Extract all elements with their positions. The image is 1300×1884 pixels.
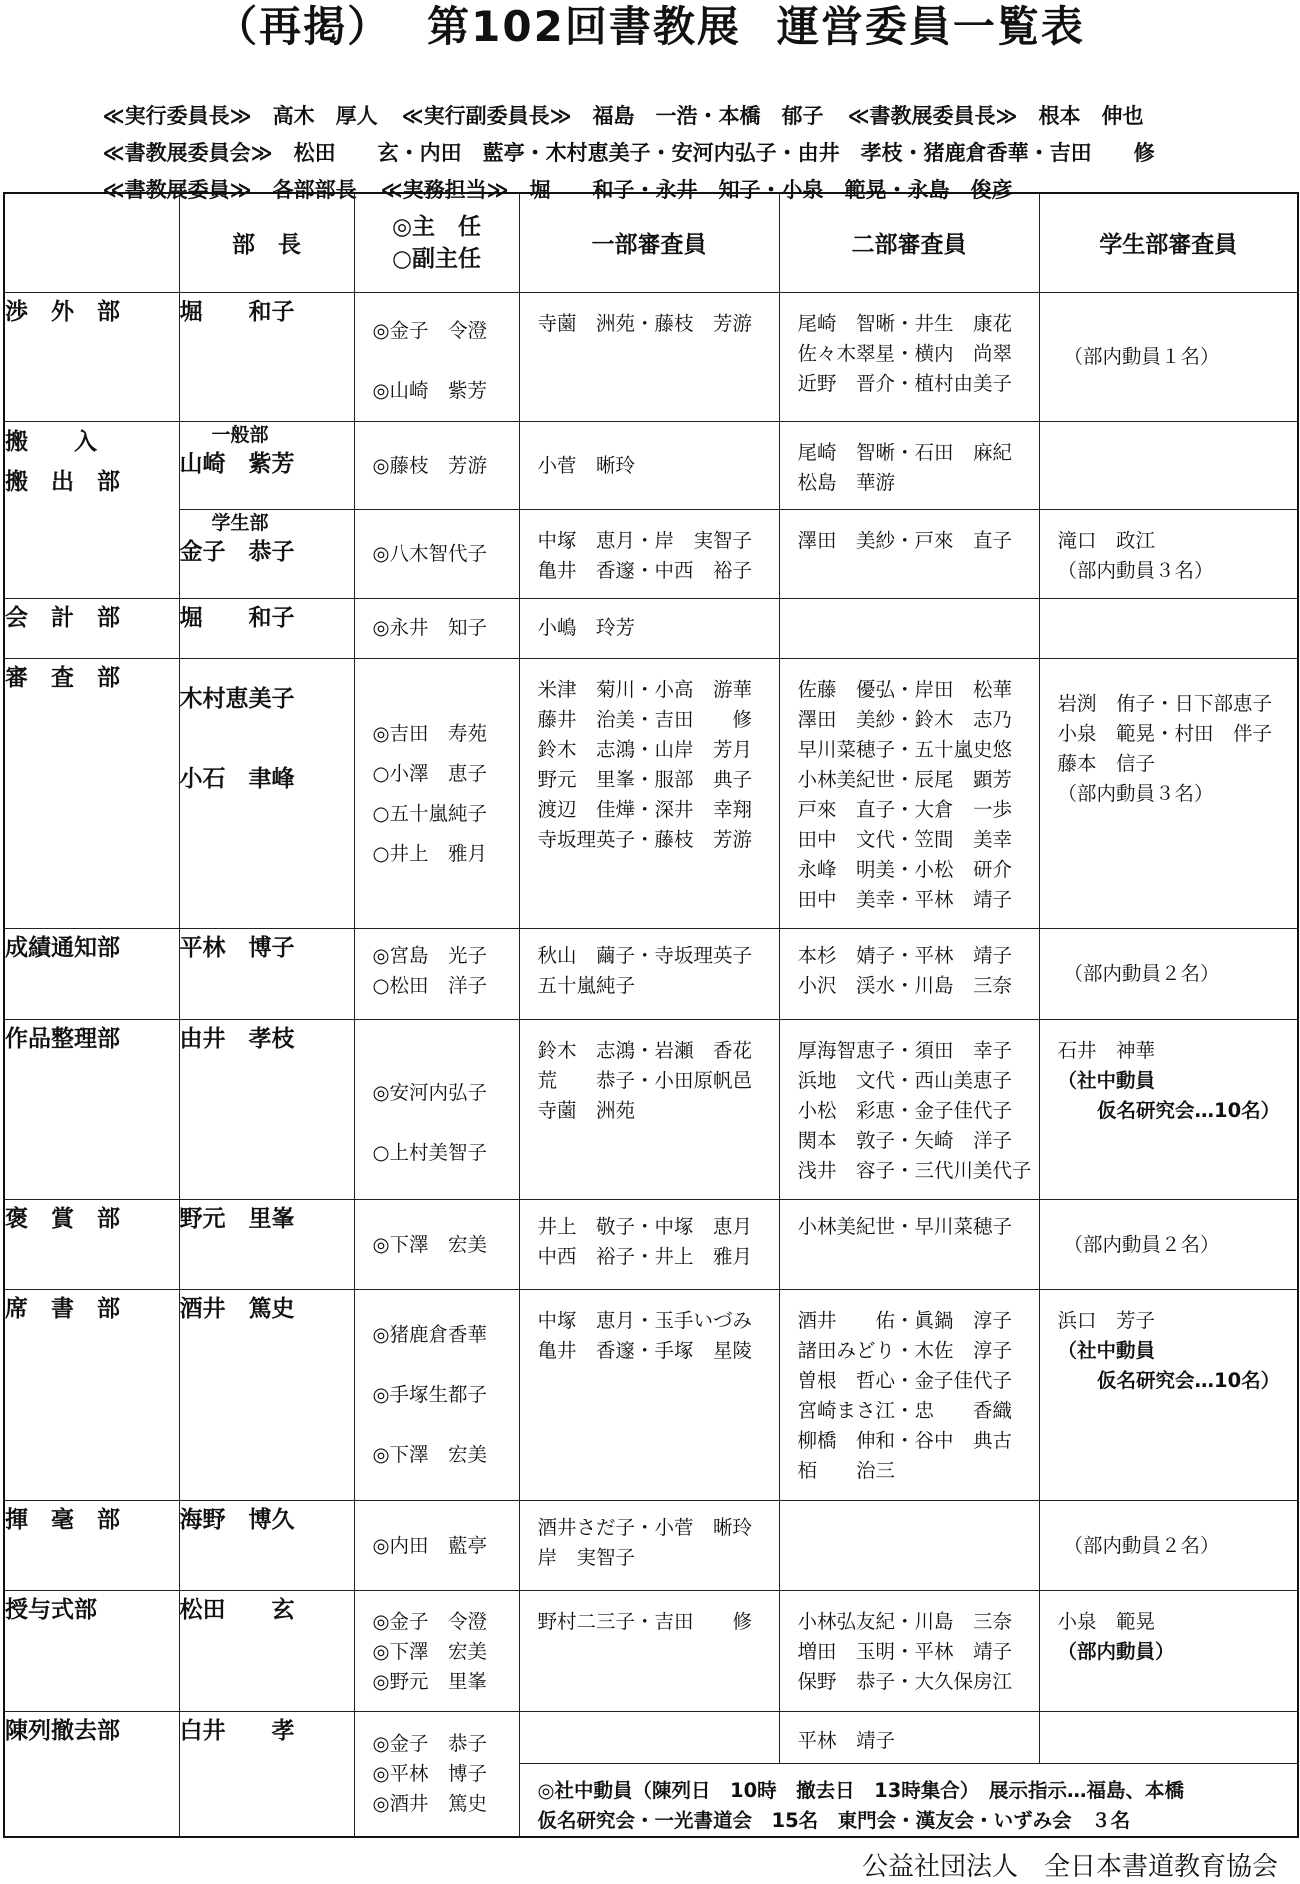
dept-name: 陳列撤去部 bbox=[4, 1711, 179, 1837]
dept-head: 学生部 金子 恭子 bbox=[179, 510, 354, 598]
gakusei-cell bbox=[1039, 598, 1298, 658]
table-row bbox=[4, 422, 1298, 510]
table-row bbox=[4, 1200, 1298, 1290]
ichibu-cell: 小嶋 玲芳 bbox=[519, 598, 779, 658]
col-ichibu: 一部審査員 bbox=[519, 193, 779, 292]
chief-cell: ◎下澤 宏美 bbox=[354, 1200, 519, 1290]
dept-head: 白井 孝 bbox=[179, 1711, 354, 1837]
title-reprint: （再掲） bbox=[215, 2, 392, 51]
dept-head: 一般部 山崎 紫芳 bbox=[179, 422, 354, 510]
title-heading: 運営委員一覧表 bbox=[776, 2, 1085, 51]
nibu-cell bbox=[779, 1500, 1039, 1590]
col-dept bbox=[4, 193, 179, 292]
mobilization-note: ◎社中動員（陳列日 10時 撤去日 13時集合） 展示指示…福島、本橋 仮名研究会・一光書道会 15名 東門会・漢友会・いずみ会 ３名 bbox=[519, 1763, 1298, 1837]
ichibu-cell: 中塚 恵月・岸 実智子 亀井 香邃・中西 裕子 bbox=[519, 510, 779, 598]
dept-name: 渉 外 部 bbox=[4, 292, 179, 421]
ichibu-cell: 野村二三子・吉田 修 bbox=[519, 1591, 779, 1711]
header-committee-members: ≪書教展委員≫ 各部部長 bbox=[102, 178, 357, 202]
dept-head: 松田 玄 bbox=[179, 1591, 354, 1711]
col-nibu: 二部審査員 bbox=[779, 193, 1039, 292]
dept-head: 海野 博久 bbox=[179, 1500, 354, 1590]
table-row bbox=[4, 1290, 1298, 1501]
table-row bbox=[4, 658, 1298, 929]
nibu-cell: 平林 靖子 bbox=[779, 1711, 1039, 1763]
col-chief: ◎主 任 ○副主任 bbox=[354, 193, 519, 292]
dept-head: 野元 里峯 bbox=[179, 1200, 354, 1290]
header-committee: ≪書教展委員会≫ 松田 玄・内田 藍亭・木村恵美子・安河内弘子・由井 孝枝・猪鹿倉香華・吉田 修 bbox=[102, 141, 1155, 165]
chief-cell: ◎猪鹿倉香華 ◎手塚生都子 ◎下澤 宏美 bbox=[354, 1290, 519, 1501]
gakusei-cell: 滝口 政江 （部内動員３名） bbox=[1039, 510, 1298, 598]
chief-cell: ◎吉田 寿苑 ○小澤 恵子 ○五十嵐純子 ○井上 雅月 bbox=[354, 658, 519, 929]
chief-cell: ◎藤枝 芳游 bbox=[354, 422, 519, 510]
dept-name: 審 査 部 bbox=[4, 658, 179, 929]
chief-cell: ◎金子 令澄 ◎下澤 宏美 ◎野元 里峯 bbox=[354, 1591, 519, 1711]
header-line-1 bbox=[88, 68, 1280, 128]
gakusei-cell: 石井 神華 （社中動員 仮名研究会…10名） bbox=[1039, 1019, 1298, 1199]
chief-cell: ◎八木智代子 bbox=[354, 510, 519, 598]
dept-name: 席 書 部 bbox=[4, 1290, 179, 1501]
title-exhibition: 第102回書教展 bbox=[427, 2, 741, 51]
nibu-cell: 厚海智恵子・須田 幸子 浜地 文代・西山美恵子 小松 彩恵・金子佳代子 関本 敦子・矢崎 洋子 浅井 容子・三代川美代子 bbox=[779, 1019, 1039, 1199]
dept-name: 搬 入 搬 出 部 bbox=[4, 422, 179, 598]
ichibu-cell bbox=[519, 1711, 779, 1763]
dept-name: 成績通知部 bbox=[4, 929, 179, 1019]
header-vice-chair: ≪実行副委員長≫ 福島 一浩・本橋 郁子 bbox=[401, 104, 824, 128]
table-row bbox=[4, 292, 1298, 421]
chief-cell: ◎内田 藍亭 bbox=[354, 1500, 519, 1590]
ichibu-cell: 中塚 恵月・玉手いづみ 亀井 香邃・手塚 星陵 bbox=[519, 1290, 779, 1501]
chief-cell: ◎金子 恭子 ◎平林 博子 ◎酒井 篤史 bbox=[354, 1711, 519, 1837]
col-gakusei: 学生部審査員 bbox=[1039, 193, 1298, 292]
col-head: 部 長 bbox=[179, 193, 354, 292]
header-executive-chair: ≪実行委員長≫ 高木 厚人 bbox=[102, 104, 378, 128]
page-title bbox=[0, 0, 1300, 60]
dept-name: 作品整理部 bbox=[4, 1019, 179, 1199]
table-row bbox=[4, 1019, 1298, 1199]
chief-cell: ◎安河内弘子 ○上村美智子 bbox=[354, 1019, 519, 1199]
ichibu-cell: 井上 敬子・中塚 恵月 中西 裕子・井上 雅月 bbox=[519, 1200, 779, 1290]
ichibu-cell: 鈴木 志鴻・岩瀬 香花 荒 恭子・小田原帆邑 寺薗 洲苑 bbox=[519, 1019, 779, 1199]
table-row bbox=[4, 510, 1298, 598]
gakusei-cell: 小泉 範晃 （部内動員） bbox=[1039, 1591, 1298, 1711]
dept-head: 平林 博子 bbox=[179, 929, 354, 1019]
dept-head: 由井 孝枝 bbox=[179, 1019, 354, 1199]
ichibu-cell: 秋山 繭子・寺坂理英子 五十嵐純子 bbox=[519, 929, 779, 1019]
nibu-cell bbox=[779, 598, 1039, 658]
table-header-row bbox=[4, 193, 1298, 292]
dept-name: 揮 毫 部 bbox=[4, 1500, 179, 1590]
ichibu-cell: 小菅 晰玲 bbox=[519, 422, 779, 510]
table-row bbox=[4, 929, 1298, 1019]
header-exhibition-chair: ≪書教展委員長≫ 根本 伸也 bbox=[847, 104, 1144, 128]
dept-name: 褒 賞 部 bbox=[4, 1200, 179, 1290]
footer-organization: 公益社団法人 全日本書道教育協会 bbox=[861, 1852, 1278, 1882]
ichibu-cell: 米津 菊川・小高 游華 藤井 治美・吉田 修 鈴木 志鴻・山岸 芳月 野元 里峯・服部 典子 渡辺 佳燁・深井 幸翔 寺坂理英子・藤枝 芳游 bbox=[519, 658, 779, 929]
dept-head: 堀 和子 bbox=[179, 292, 354, 421]
gakusei-cell bbox=[1039, 422, 1298, 510]
dept-head: 堀 和子 bbox=[179, 598, 354, 658]
dept-head: 酒井 篤史 bbox=[179, 1290, 354, 1501]
gakusei-cell: 浜口 芳子 （社中動員 仮名研究会…10名） bbox=[1039, 1290, 1298, 1501]
gakusei-cell bbox=[1039, 1711, 1298, 1763]
ichibu-cell: 酒井さだ子・小菅 晰玲 岸 実智子 bbox=[519, 1500, 779, 1590]
committee-table bbox=[3, 192, 1299, 1838]
nibu-cell: 本杉 婧子・平林 靖子 小沢 渓水・川島 三奈 bbox=[779, 929, 1039, 1019]
header-line-3 bbox=[88, 142, 1280, 202]
dept-name: 授与式部 bbox=[4, 1591, 179, 1711]
chief-cell: ◎永井 知子 bbox=[354, 598, 519, 658]
gakusei-cell: （部内動員２名） bbox=[1039, 929, 1298, 1019]
nibu-cell: 澤田 美紗・戸來 直子 bbox=[779, 510, 1039, 598]
chief-cell: ◎宮島 光子 ○松田 洋子 bbox=[354, 929, 519, 1019]
table-row bbox=[4, 1591, 1298, 1711]
nibu-cell: 佐藤 優弘・岸田 松華 澤田 美紗・鈴木 志乃 早川菜穂子・五十嵐史悠 小林美紀世・辰尾 顕芳 戸來 直子・大倉 一歩 田中 文代・笠間 美幸 永峰 明美・小松 研介 田中 美幸・平林 靖子 bbox=[779, 658, 1039, 929]
dept-head: 木村恵美子 小石 聿峰 bbox=[179, 658, 354, 929]
nibu-cell: 尾崎 智晰・井生 康花 佐々木翠星・横内 尚翠 近野 晋介・植村由美子 bbox=[779, 292, 1039, 421]
chief-cell: ◎金子 令澄 ◎山崎 紫芳 bbox=[354, 292, 519, 421]
table-row bbox=[4, 1500, 1298, 1590]
nibu-cell: 尾崎 智晰・石田 麻紀 松島 華游 bbox=[779, 422, 1039, 510]
nibu-cell: 小林弘友紀・川島 三奈 増田 玉明・平林 靖子 保野 恭子・大久保房江 bbox=[779, 1591, 1039, 1711]
ichibu-cell: 寺薗 洲苑・藤枝 芳游 bbox=[519, 292, 779, 421]
gakusei-cell: 岩渕 侑子・日下部恵子 小泉 範晃・村田 伴子 藤本 信子 （部内動員３名） bbox=[1039, 658, 1298, 929]
header-line-2 bbox=[88, 105, 1280, 165]
gakusei-cell: （部内動員２名） bbox=[1039, 1500, 1298, 1590]
nibu-cell: 酒井 佑・眞鍋 淳子 諸田みどり・木佐 淳子 曽根 哲心・金子佳代子 宮崎まさ江・忠 香織 柳橋 伸和・谷中 典古 栢 治三 bbox=[779, 1290, 1039, 1501]
header-practical-staff: ≪実務担当≫ 堀 和子・永井 知子・小泉 範晃・永島 俊彦 bbox=[380, 178, 1013, 202]
dept-name: 会 計 部 bbox=[4, 598, 179, 658]
gakusei-cell: （部内動員１名） bbox=[1039, 292, 1298, 421]
nibu-cell: 小林美紀世・早川菜穂子 bbox=[779, 1200, 1039, 1290]
table-row bbox=[4, 1711, 1298, 1763]
gakusei-cell: （部内動員２名） bbox=[1039, 1200, 1298, 1290]
table-row bbox=[4, 598, 1298, 658]
